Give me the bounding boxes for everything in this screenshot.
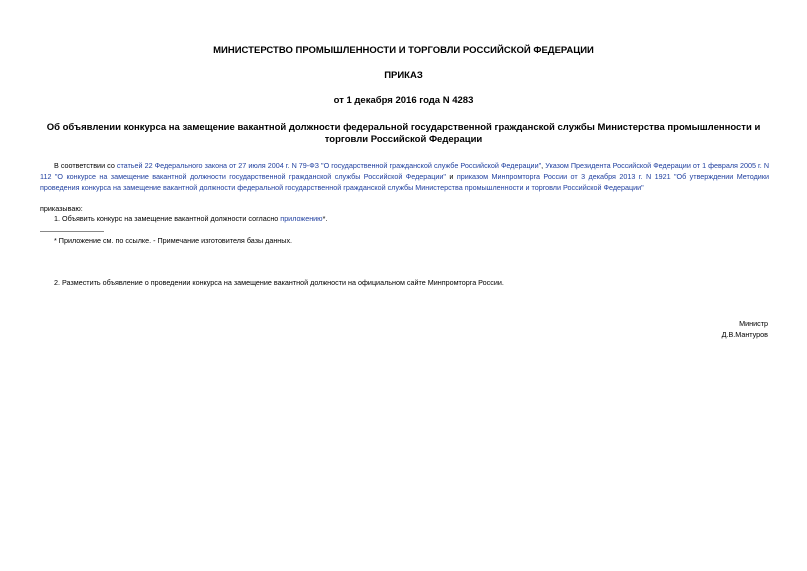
signatory-name: Д.В.Мантуров [721, 330, 768, 339]
order-item-1 [54, 213, 327, 224]
document-date-number: от 1 декабря 2016 года N 4283 [333, 95, 474, 106]
order-item-1-suffix: *. [322, 214, 328, 223]
order-item-1-text: 1. Объявить конкурс на замещение вакантной должности согласно [54, 214, 281, 223]
preamble-text: и [445, 172, 457, 181]
signature-block [648, 318, 768, 340]
appendix-link[interactable]: приложению [280, 214, 323, 223]
signatory-position: Министр [739, 319, 768, 328]
preamble-text: В соответствии со [54, 161, 117, 170]
order-link[interactable]: приказом Минпромторга России от 3 декабря 2013 г. N 1921 "Об утверждении Методики проведения конкурса на замещение вакантной должности федеральной государственной гражданской службы Министерства промышленности и торговли Российской Федерации" [40, 172, 769, 192]
footnote: * Приложение см. по ссылке. - Примечание изготовителя базы данных. [54, 236, 293, 245]
ministry-heading: МИНИСТЕРСТВО ПРОМЫШЛЕННОСТИ И ТОРГОВЛИ РОССИЙСКОЙ ФЕДЕРАЦИИ [213, 45, 594, 56]
footnote-separator [40, 231, 104, 232]
law-link[interactable]: статьей 22 Федерального закона от 27 июля 2004 г. N 79-ФЗ "О государственной гражданской службе Российской Федерации" [116, 161, 542, 170]
preamble-paragraph [40, 160, 769, 193]
decree-link[interactable]: Указом Президента Российской Федерации от 1 февраля 2005 г. N 112 "О конкурсе на замещение вакантной должности государственной гражданской службы Российской Федерации" [40, 161, 770, 181]
preamble-text: , [541, 161, 546, 170]
order-item-2: 2. Разместить объявление о проведении конкурса на замещение вакантной должности на официальном сайте Минпромторга России. [54, 278, 504, 287]
ordered-label: приказываю: [40, 204, 83, 213]
document-type: ПРИКАЗ [384, 70, 423, 81]
document-title: Об объявлении конкурса на замещение вакантной должности федеральной государственной гражданской службы Министерства промышленности и торговли Российской Федерации [46, 122, 761, 145]
